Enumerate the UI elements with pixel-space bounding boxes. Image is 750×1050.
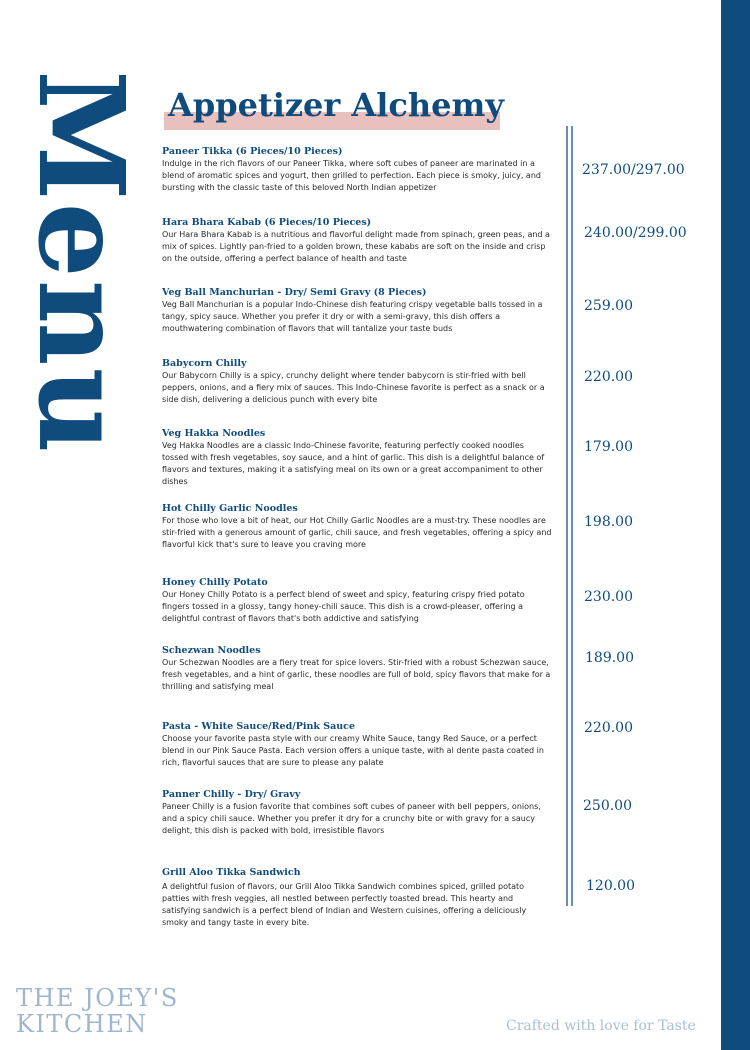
item-description: Our Babycorn Chilly is a spicy, crunchy delight where tender babycorn is stir-fried with bell peppers, onions, and a fiery mix of sauces. This Indo-Chinese favorite is perfect as a snack or a side dish, delivering a delicious punch with every bite <box>162 371 545 404</box>
item-name: Honey Chilly Potato <box>162 577 268 588</box>
vertical-menu-word: Menu <box>12 70 151 456</box>
item-price: 250.00 <box>583 798 632 814</box>
item-description: Our Honey Chilly Potato is a perfect blend of sweet and spicy, featuring crispy fried potato fingers tossed in a glossy, tangy honey-chili sauce. This dish is a crowd-pleaser, offering a delightful contrast of flavors that's both addictive and satisfying <box>162 590 525 623</box>
item-description: A delightful fusion of flavors, our Grill Aloo Tikka Sandwich combines spiced, grilled potato patties with fresh veggies, all nestled between perfectly toasted bread. This hearty and satisfying sandwich is a perfect blend of Indian and Western cuisines, offering a deliciously smoky and tangy taste in every bite. <box>162 882 527 927</box>
item-description: Choose your favorite pasta style with our creamy White Sauce, tangy Red Sauce, or a perfect blend in our Pink Sauce Pasta. Each version offers a unique taste, with al dente pasta coated in rich, flavorful sauces that are sure to please any palate <box>162 734 544 767</box>
item-name: Hara Bhara Kabab (6 Pieces/10 Pieces) <box>162 217 372 228</box>
menu-item <box>162 357 552 406</box>
item-name: Pasta - White Sauce/Red/Pink Sauce <box>162 721 355 732</box>
menu-item <box>162 720 552 769</box>
price-divider-line <box>566 126 568 906</box>
item-price: 220.00 <box>584 369 633 385</box>
item-name: Hot Chilly Garlic Noodles <box>162 503 298 514</box>
page-title: Appetizer Alchemy <box>168 86 504 124</box>
tagline: Crafted with love for Taste <box>506 1018 696 1034</box>
right-accent-bar <box>721 0 750 1050</box>
brand-line-1: THE JOEY'S <box>16 984 179 1012</box>
item-description: Indulge in the rich flavors of our Paneer Tikka, where soft cubes of paneer are marinated in a blend of aromatic spices and yogurt, then grilled to perfection. Each piece is smoky, juicy, and bursting with the classic taste of this beloved North Indian appetizer <box>162 159 541 192</box>
menu-item <box>162 216 552 265</box>
menu-item <box>162 576 552 625</box>
item-name: Paneer Tikka (6 Pieces/10 Pieces) <box>162 146 343 157</box>
item-name: Veg Hakka Noodles <box>162 428 266 439</box>
menu-item <box>162 286 552 335</box>
item-description: Paneer Chilly is a fusion favorite that combines soft cubes of paneer with bell peppers, onions, and a spicy chili sauce. Whether you prefer it dry for a crunchy bite or with gravy for a saucy delight, this dish is packed with bold, irresistible flavors <box>162 802 541 835</box>
menu-item <box>162 145 552 194</box>
item-name: Veg Ball Manchurian - Dry/ Semi Gravy (8 Pieces) <box>162 287 427 298</box>
item-price: 259.00 <box>584 298 633 314</box>
item-price: 237.00/297.00 <box>582 162 685 178</box>
item-price: 179.00 <box>584 439 633 455</box>
item-description: Veg Hakka Noodles are a classic Indo-Chinese favorite, featuring perfectly cooked noodles tossed with fresh vegetables, soy sauce, and a hint of garlic. This dish is a delightful balance of flavors and textures, making it a satisfying meal on its own or a great accompaniment to other dishes <box>162 441 545 486</box>
item-name: Babycorn Chilly <box>162 358 247 369</box>
item-description: Veg Ball Manchurian is a popular Indo-Chinese dish featuring crispy vegetable balls tossed in a tangy, spicy sauce. Whether you prefer it dry or with a semi-gravy, this dish offers a mouthwatering combination of flavors that will tantalize your taste buds <box>162 300 543 333</box>
menu-item <box>162 866 552 929</box>
item-price: 189.00 <box>585 650 634 666</box>
item-description: Our Hara Bhara Kabab is a nutritious and flavorful delight made from spinach, green peas, and a mix of spices. Lightly pan-fried to a golden brown, these kababs are soft on the inside and crisp on the outside, offering a perfect balance of health and taste <box>162 230 550 263</box>
price-divider-line <box>571 126 573 906</box>
item-description: For those who love a bit of heat, our Hot Chilly Garlic Noodles are a must-try. These noodles are stir-fried with a generous amount of garlic, chili sauce, and fresh vegetables, offering a spicy and flavorful kick that's sure to leave you craving more <box>162 516 552 549</box>
menu-item <box>162 788 552 837</box>
item-description: Our Schezwan Noodles are a fiery treat for spice lovers. Stir-fried with a robust Schezwan sauce, fresh vegetables, and a hint of garlic, these noodles are full of bold, spicy flavors that make for a thrilling and satisfying meal <box>162 658 551 691</box>
item-name: Schezwan Noodles <box>162 645 261 656</box>
menu-item <box>162 644 552 693</box>
menu-item <box>162 502 552 551</box>
item-price: 120.00 <box>586 878 635 894</box>
brand-line-2: KITCHEN <box>16 1010 148 1038</box>
item-price: 240.00/299.00 <box>584 225 687 241</box>
item-price: 220.00 <box>584 720 633 736</box>
menu-item <box>162 427 552 488</box>
item-name: Grill Aloo Tikka Sandwich <box>162 867 301 878</box>
brand-logo <box>16 985 179 1037</box>
item-price: 230.00 <box>584 589 633 605</box>
item-price: 198.00 <box>584 514 633 530</box>
item-name: Panner Chilly - Dry/ Gravy <box>162 789 301 800</box>
